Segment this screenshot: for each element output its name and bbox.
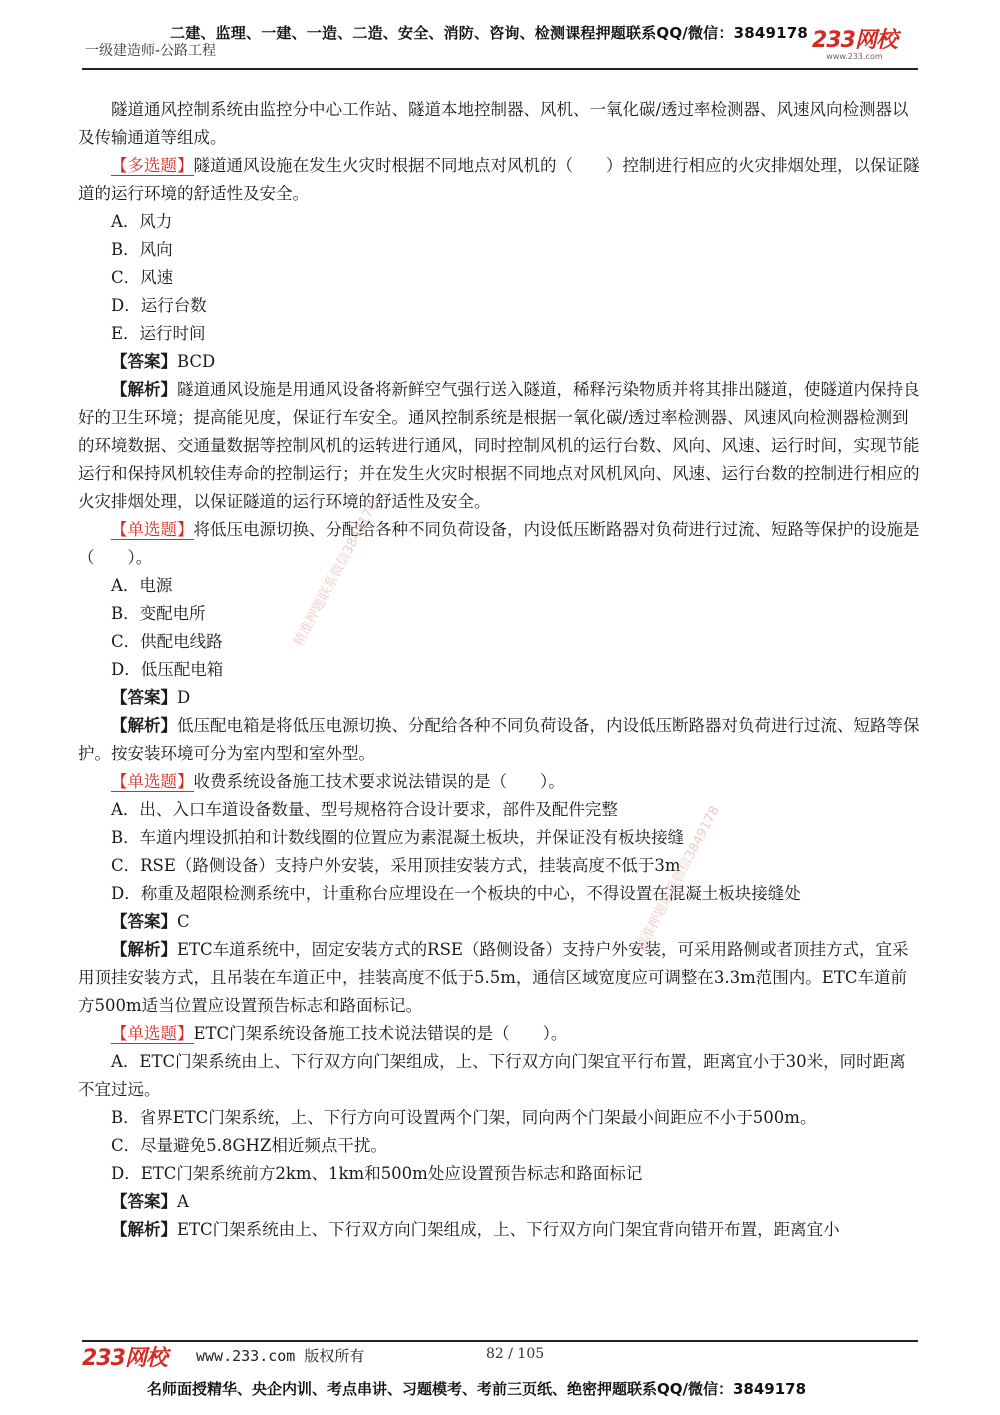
analysis-label: 【解析】 (111, 1220, 177, 1239)
analysis-text: ETC门架系统由上、下行双方向门架组成，上、下行双方向门架宜背向错开布置，距离宜小 (177, 1220, 840, 1239)
footer-divider (82, 1340, 918, 1342)
question-3-option: A．出、入口车道设备数量、型号规格符合设计要求，部件及配件完整 (111, 800, 618, 819)
footer-promo: 名师面授精华、央企内训、考点串讲、习题模考、考前三页纸、绝密押题联系QQ/微信：3849178 (147, 1380, 807, 1398)
answer-value: D (177, 688, 191, 707)
page-content (78, 96, 920, 1244)
question-1-option: D．运行台数 (111, 296, 207, 315)
question-2-option: D．低压配电箱 (111, 660, 224, 679)
footer-copyright: www.233.com 版权所有 (196, 1347, 365, 1365)
page-number: 82 / 105 (486, 1346, 545, 1362)
question-1-option: A．风力 (111, 212, 173, 231)
question-4-option: D．ETC门架系统前方2km、1km和500m处应设置预告标志和路面标记 (111, 1164, 643, 1183)
analysis-text: 低压配电箱是将低压电源切换、分配给各种不同负荷设备，内设低压断路器对负荷进行过流、短路等保护。按安装环境可分为室内型和室外型。 (78, 716, 920, 763)
question-1-type-tag: 【多选题】 (111, 156, 194, 175)
brand-logo (812, 30, 897, 61)
answer-value: C (177, 912, 190, 931)
question-3-stem (78, 768, 920, 796)
answer-value: A (177, 1192, 189, 1211)
question-3-analysis (78, 936, 920, 1020)
question-3-answer (78, 908, 920, 936)
watermark: 精准押题联系微信3849178 (291, 498, 381, 649)
document-subtitle: 一级建造师-公路工程 (85, 43, 217, 59)
question-2-analysis (78, 712, 920, 768)
question-1-option: C．风速 (111, 268, 174, 287)
question-2-text: 将低压电源切换、分配给各种不同负荷设备，内设低压断路器对负荷进行过流、短路等保护的设施是（ ）。 (78, 520, 920, 567)
question-2-type-tag: 【单选题】 (111, 520, 194, 539)
analysis-text: 隧道通风设施是用通风设备将新鲜空气强行送入隧道，稀释污染物质并将其排出隧道，使隧道内保持良好的卫生环境；提高能见度，保证行车安全。通风控制系统是根据一氧化碳/透过率检测器、风速风向检测器检测到的环境数据、交通量数据等控制风机的运转进行通风，同时控制风机的运行台数、风向、风速、运行时间，实现节能运行和保持风机较佳寿命的控制运行；并在发生火灾时根据不同地点对风机风向、风速、运行台数的控制进行相应的火灾排烟处理，以保证隧道的运行环境的舒适性及安全。 (78, 380, 920, 511)
question-4-text: ETC门架系统设备施工技术说法错误的是（ ）。 (193, 1024, 568, 1043)
watermark: 精准押题联系微信3849178 (633, 803, 723, 954)
answer-label: 【答案】 (111, 352, 177, 371)
question-1-option: E．运行时间 (111, 324, 206, 343)
question-1-text: 隧道通风设施在发生火灾时根据不同地点对风机的（ ）控制进行相应的火灾排烟处理，以保证隧道的运行环境的舒适性及安全。 (78, 156, 920, 203)
question-1-stem (78, 152, 920, 208)
question-4-analysis (78, 1216, 920, 1244)
analysis-label: 【解析】 (111, 380, 177, 399)
question-4-option: C．尽量避免5.8GHZ相近频点干扰。 (111, 1136, 387, 1155)
question-3-option: D．称重及超限检测系统中，计重称台应埋设在一个板块的中心，不得设置在混凝土板块接缝处 (111, 884, 801, 903)
question-3-type-tag: 【单选题】 (111, 772, 194, 791)
brand-logo-url: www.233.com (826, 52, 883, 61)
answer-label: 【答案】 (111, 912, 177, 931)
analysis-label: 【解析】 (111, 940, 177, 959)
question-4-stem (78, 1020, 920, 1048)
question-2-option: C．供配电线路 (111, 632, 223, 651)
header-divider (82, 68, 918, 70)
question-3-text: 收费系统设备施工技术要求说法错误的是（ ）。 (193, 772, 565, 791)
question-2-answer (78, 684, 920, 712)
answer-label: 【答案】 (111, 688, 177, 707)
header-promo: 二建、监理、一建、一造、二造、安全、消防、咨询、检测课程押题联系QQ/微信：3849178 (170, 24, 809, 42)
answer-value: BCD (177, 352, 216, 371)
question-1-option: B．风向 (111, 240, 173, 259)
question-1-analysis (78, 376, 920, 516)
question-4-type-tag: 【单选题】 (111, 1024, 194, 1043)
analysis-text: ETC车道系统中，固定安装方式的RSE（路侧设备）支持户外安装，可采用路侧或者顶挂方式，宜采用顶挂安装方式，且吊装在车道正中，挂装高度不低于5.5m，通信区域宽度应可调整在3.3m范围内。ETC车道前方500m适当位置应设置预告标志和路面标记。 (78, 940, 909, 1015)
footer-logo: 233网校 (82, 1346, 167, 1371)
intro-paragraph: 隧道通风控制系统由监控分中心工作站、隧道本地控制器、风机、一氧化碳/透过率检测器、风速风向检测器以及传输通道等组成。 (78, 100, 909, 147)
question-3-option: C．RSE（路侧设备）支持户外安装，采用顶挂安装方式，挂装高度不低于3m (111, 856, 681, 875)
analysis-label: 【解析】 (111, 716, 177, 735)
answer-label: 【答案】 (111, 1192, 177, 1211)
question-2-option: A．电源 (111, 576, 173, 595)
question-2-option: B．变配电所 (111, 604, 206, 623)
question-4-answer (78, 1188, 920, 1216)
question-1-answer (78, 348, 920, 376)
question-3-option: B．车道内埋设抓拍和计数线圈的位置应为素混凝土板块，并保证没有板块接缝 (111, 828, 685, 847)
brand-logo-text: 233网校 (812, 28, 897, 53)
question-4-option: A．ETC门架系统由上、下行双方向门架组成，上、下行双方向门架宜平行布置，距离宜小于30米，同时距离不宜过远。 (78, 1052, 906, 1099)
question-4-option: B．省界ETC门架系统，上、下行方向可设置两个门架，同向两个门架最小间距应不小于500m。 (111, 1108, 817, 1127)
question-2-stem (78, 516, 920, 572)
